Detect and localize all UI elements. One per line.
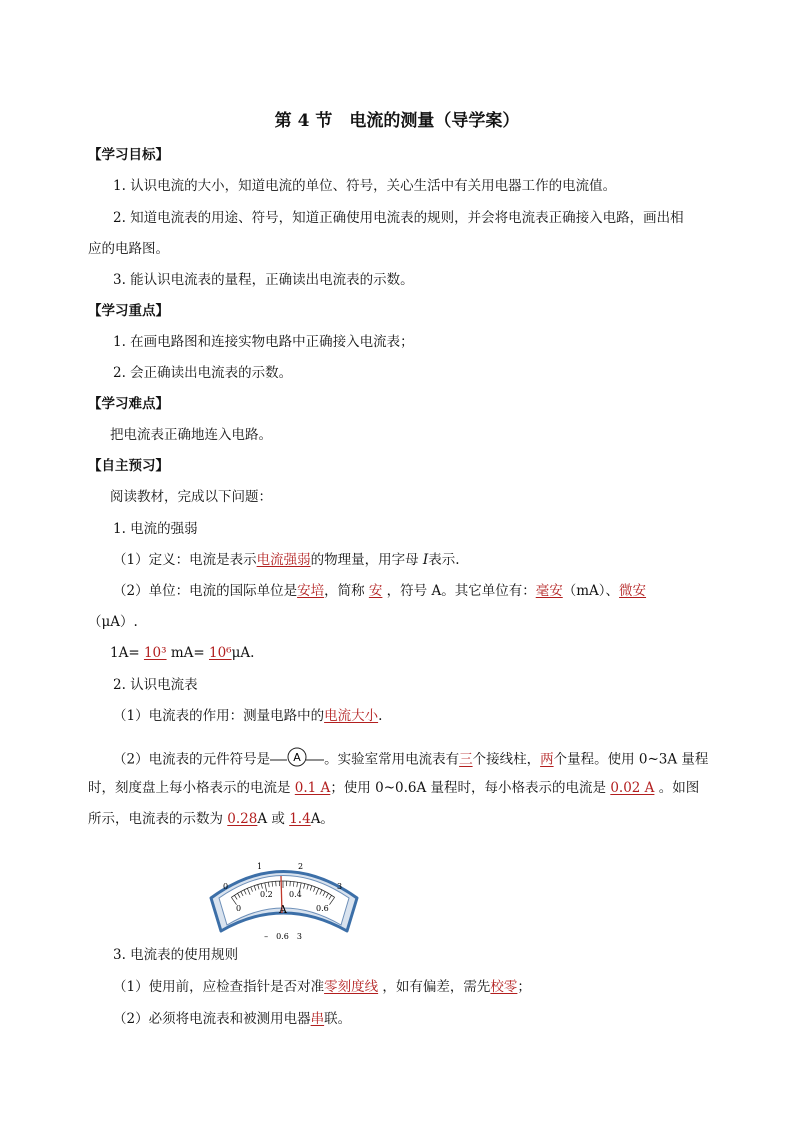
goal-1: 1. 认识电流的大小，知道电流的单位、符号，关心生活中有关用电器工作的电流值。 (113, 178, 617, 194)
section-2-title: 2. 认识电流表 (113, 677, 198, 693)
answer-0-02A: 0.02 A (610, 780, 655, 796)
meter-unit: A (279, 903, 287, 916)
answer-zero-adjust: 校零 (490, 979, 518, 995)
goals-heading: 【学习目标】 (88, 147, 169, 163)
key-points-heading: 【学习重点】 (88, 303, 169, 319)
preview-intro: 阅读教材，完成以下问题： (110, 489, 272, 505)
goal-2: 2. 知道电流表的用途、符号，知道正确使用电流表的规则，并会将电流表正确接入电路，画出相 (113, 210, 684, 226)
answer-milliamp: 毫安 (535, 583, 563, 599)
top-scale-2: 2 (298, 862, 304, 871)
symbol-line: （2）电流表的元件符号是 A 。实验室常用电流表有三个接线柱，两个量程。使用 0~3A 量程 (113, 747, 708, 773)
difficulty-text: 把电流表正确地连入电路。 (110, 427, 272, 443)
role-line: （1）电流表的作用：测量电路中的电流大小. (113, 708, 383, 724)
top-scale-0: 0 (223, 882, 229, 891)
answer-10-3: 10³ (143, 645, 167, 661)
difficulty-heading: 【学习难点】 (88, 396, 169, 412)
answer-0-28: 0.28 (227, 811, 258, 827)
top-scale-1: 1 (257, 862, 263, 871)
division-line: 时，刻度盘上每小格表示的电流是 0.1 A；使用 0~0.6A 量程时，每小格表示的电流是 0.02 A 。如图 (88, 780, 700, 796)
current-symbol: I (422, 552, 429, 568)
page-title: 第 4 节 电流的测量（导学案） (274, 111, 520, 131)
ammeter-symbol-icon (270, 747, 324, 773)
answer-ampere: 安培 (297, 583, 325, 599)
answer-current-strength: 电流强弱 (256, 552, 311, 568)
bottom-scale-1: 0.2 (260, 890, 273, 899)
rule-1: （1）使用前，应检查指针是否对准零刻度线 ，如有偏差，需先校零； (113, 979, 531, 995)
answer-zero-line: 零刻度线 (324, 979, 379, 995)
ammeter-dial-figure (205, 853, 365, 943)
bottom-scale-0: 0 (236, 904, 242, 913)
conversion-line: 1A= 10³ mA= 10⁶μA. (110, 645, 255, 661)
answer-0-1A: 0.1 A (294, 780, 331, 796)
top-scale-3: 3 (337, 882, 343, 891)
section-3-title: 3. 电流表的使用规则 (113, 947, 239, 963)
unit-line-cont: （μA）. (88, 614, 138, 630)
section-1-title: 1. 电流的强弱 (113, 521, 198, 537)
answer-microamp: 微安 (619, 583, 647, 599)
bottom-scale-2: 0.4 (289, 890, 302, 899)
goal-3: 3. 能认识电流表的量程，正确读出电流表的示数。 (113, 272, 414, 288)
answer-series: 串 (310, 1011, 325, 1027)
preview-heading: 【自主预习】 (88, 458, 169, 474)
svg-text:A: A (293, 751, 301, 764)
answer-three-terminals: 三 (459, 751, 473, 768)
answer-amp-short: 安 (368, 583, 383, 599)
definition-line: （1）定义：电流是表示电流强弱的物理量，用字母 I表示. (113, 552, 460, 568)
answer-two-ranges: 两 (540, 751, 554, 768)
answer-1-4: 1.4 (289, 811, 311, 827)
meter-terminals: – 0.6 3 (264, 932, 302, 941)
answer-current-magnitude: 电流大小 (324, 708, 379, 724)
goal-2-cont: 应的电路图。 (88, 241, 169, 257)
bottom-scale-3: 0.6 (316, 904, 329, 913)
answer-10-6: 10⁶ (209, 645, 232, 661)
key-point-2: 2. 会正确读出电流表的示数。 (113, 365, 293, 381)
unit-line: （2）单位：电流的国际单位是安培，简称 安 ，符号 A。其它单位有：毫安（mA）、微安 (113, 583, 647, 599)
reading-line: 所示，电流表的示数为 0.28A 或 1.4A。 (88, 811, 334, 827)
rule-2: （2）必须将电流表和被测用电器串联。 (113, 1011, 352, 1027)
key-point-1: 1. 在画电路图和连接实物电路中正确接入电流表； (113, 334, 414, 350)
